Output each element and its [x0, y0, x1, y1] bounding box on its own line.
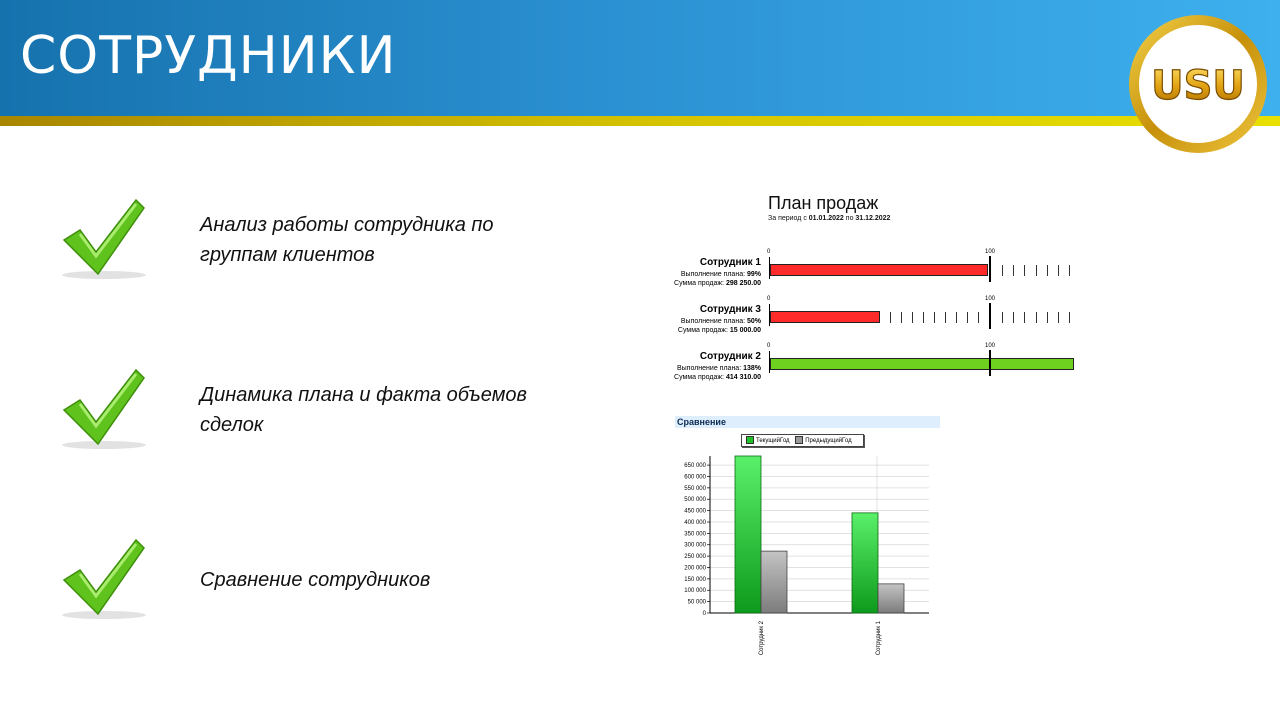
employee-name: Сотрудник 1 — [699, 257, 761, 268]
employee-sales-sum: Сумма продаж: 15 000.00 — [677, 327, 761, 334]
employee-name: Сотрудник 3 — [699, 304, 761, 315]
employee-progress-bar — [770, 264, 988, 276]
legend-label-previous: ПредыдущийГод — [805, 438, 852, 444]
employee-progress-bar — [770, 358, 1074, 370]
y-tick-label: 50 000 — [687, 599, 706, 606]
scale-tick — [923, 312, 924, 323]
axis-end-label: 100 — [985, 249, 996, 255]
y-tick-label: 450 000 — [684, 508, 706, 515]
scale-tick — [945, 312, 946, 323]
bar — [735, 456, 761, 613]
y-tick-label: 150 000 — [684, 576, 706, 583]
scale-tick — [1058, 312, 1059, 323]
axis-start-label: 0 — [767, 249, 771, 255]
legend-swatch-current — [746, 436, 754, 444]
plan-100-marker — [989, 350, 991, 376]
scale-tick — [934, 312, 935, 323]
y-tick-label: 650 000 — [684, 463, 706, 470]
scale-tick — [1036, 312, 1037, 323]
scale-tick — [1002, 265, 1003, 276]
bar — [878, 584, 904, 613]
y-tick-label: 250 000 — [684, 554, 706, 561]
y-tick-label: 0 — [702, 611, 706, 617]
y-tick-label: 400 000 — [684, 519, 706, 526]
legend-label-current: ТекущийГод — [756, 438, 790, 444]
employee-row — [0, 343, 1280, 391]
employee-row — [0, 296, 1280, 344]
axis-end-label: 100 — [985, 296, 996, 302]
scale-tick — [1069, 312, 1070, 323]
x-tick-label: Сотрудник 1 — [876, 621, 882, 656]
scale-tick — [1069, 265, 1070, 276]
y-tick-label: 550 000 — [684, 485, 706, 492]
employee-progress-bar — [770, 311, 880, 323]
feature-text-1: Анализ работы сотрудника по группам клиентов — [200, 214, 494, 266]
comparison-bar-chart — [670, 452, 940, 672]
bar — [761, 551, 787, 613]
legend-swatch-previous — [795, 436, 803, 444]
header-gold-band — [0, 116, 1280, 126]
scale-tick — [1013, 312, 1014, 323]
usu-logo — [1127, 13, 1269, 155]
scale-tick — [1002, 312, 1003, 323]
plan-100-marker — [989, 256, 991, 282]
scale-tick — [1058, 265, 1059, 276]
scale-tick — [1036, 265, 1037, 276]
sales-plan-title: План продаж — [768, 193, 879, 213]
scale-tick — [1024, 312, 1025, 323]
scale-tick — [1047, 265, 1048, 276]
y-tick-label: 500 000 — [684, 497, 706, 504]
employee-plan-completion: Выполнение плана: 50% — [680, 318, 761, 325]
feature-text-3: Сравнение сотрудников — [200, 569, 431, 591]
header-banner — [0, 0, 1280, 116]
scale-tick — [967, 312, 968, 323]
axis-end-label: 100 — [985, 343, 996, 349]
y-tick-label: 300 000 — [684, 542, 706, 549]
scale-tick — [1024, 265, 1025, 276]
scale-tick — [956, 312, 957, 323]
axis-start-label: 0 — [767, 296, 771, 302]
usu-logo-text: USU — [1151, 63, 1245, 109]
feature-text-2: Динамика плана и факта объемов сделок — [200, 384, 527, 436]
employee-sales-sum: Сумма продаж: 298 250.00 — [674, 280, 761, 287]
employee-name: Сотрудник 2 — [699, 351, 761, 362]
employee-row — [0, 249, 1280, 297]
bar — [852, 513, 878, 613]
plan-100-marker — [989, 303, 991, 329]
employee-plan-completion: Выполнение плана: 99% — [680, 271, 761, 278]
scale-tick — [978, 312, 979, 323]
y-tick-label: 600 000 — [684, 474, 706, 481]
employee-plan-completion: Выполнение плана: 138% — [676, 365, 761, 372]
axis-start-label: 0 — [767, 343, 771, 349]
scale-tick — [912, 312, 913, 323]
check-icon — [58, 536, 150, 620]
y-tick-label: 100 000 — [684, 588, 706, 595]
employee-sales-sum: Сумма продаж: 414 310.00 — [674, 374, 761, 381]
scale-tick — [1013, 265, 1014, 276]
x-tick-label: Сотрудник 2 — [759, 621, 765, 656]
y-tick-label: 200 000 — [684, 565, 706, 572]
y-tick-label: 350 000 — [684, 531, 706, 538]
comparison-legend — [741, 434, 864, 447]
page-title: СОТРУДНИКИ — [20, 26, 397, 86]
comparison-title: Сравнение — [675, 416, 940, 428]
scale-tick — [901, 312, 902, 323]
scale-tick — [1047, 312, 1048, 323]
scale-tick — [890, 312, 891, 323]
sales-plan-period: За период с 01.01.2022 по 31.12.2022 — [768, 215, 891, 222]
